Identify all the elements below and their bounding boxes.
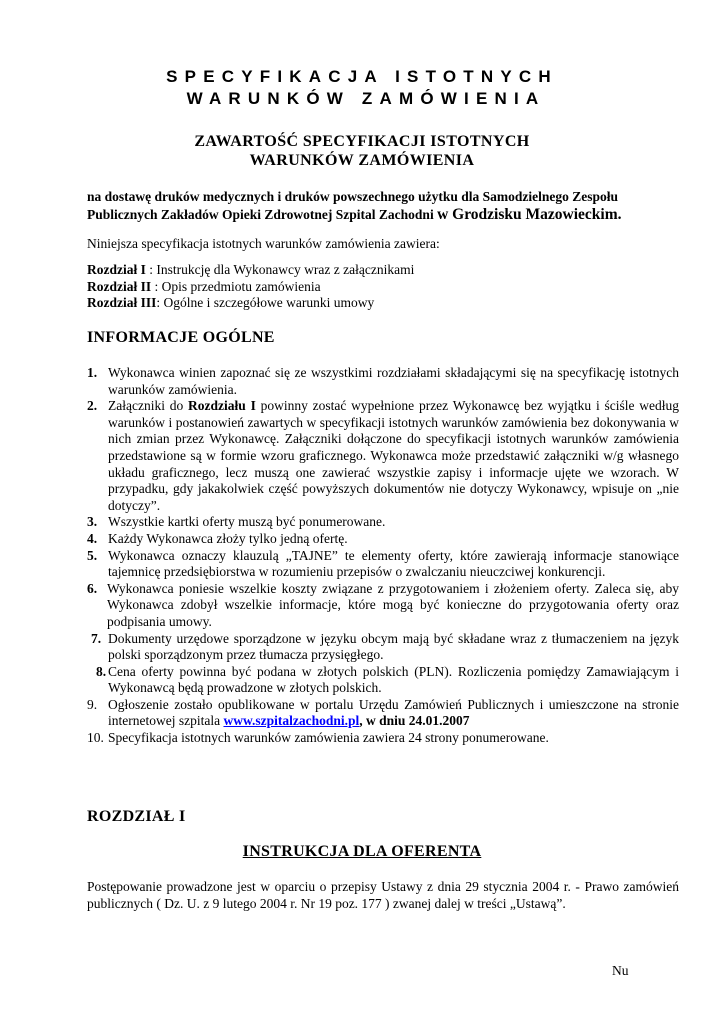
toc-item-label: Rozdział II [87, 278, 152, 294]
list-item-number: 10. [87, 730, 104, 746]
list-item-number: 7. [91, 630, 102, 646]
document-title-line-2: WARUNKÓW ZAMÓWIENIA [186, 89, 546, 108]
subject-line-2-text: Publicznych Zakładów Opieki Zdrowotnej Szpital Zachodni [87, 207, 438, 222]
list-item-text [87, 697, 679, 730]
list-item-text: Wykonawca oznaczy klauzulą „TAJNE” te elementy oferty, które zawierają informacje stanowiące tajemnicę przedsiębiorstwa w rozumieniu przepisów o zwalczaniu nieuczciwej konkurencji. [108, 547, 679, 580]
list-item [87, 631, 679, 664]
list-item-text: Wszystkie kartki oferty muszą być ponumerowane. [108, 514, 386, 530]
subject-location: w Grodzisku Mazowieckim. [437, 206, 622, 223]
general-info-heading: INFORMACJE OGÓLNE [87, 329, 275, 346]
list-item-text-bold: Rozdziału I [188, 398, 256, 414]
list-item [87, 697, 679, 730]
list-item [87, 581, 679, 631]
list-item [87, 548, 679, 581]
list-item-text: Dokumenty urzędowe sporządzone w języku obcym mają być składane wraz z tłumaczeniem na język polski sporządzonym przez tłumacza przysięgłego. [108, 630, 679, 663]
list-item-text: Specyfikacja istotnych warunków zamówienia zawiera 24 strony ponumerowane. [108, 730, 549, 746]
document-title-line-1: SPECYFIKACJA ISTOTNYCH [166, 67, 558, 86]
toc-item-text: Ogólne i szczegółowe warunki umowy [163, 295, 375, 310]
toc-item-separator: : [156, 295, 164, 310]
legal-basis-paragraph: Postępowanie prowadzone jest w oparciu o przepisy Ustawy z dnia 29 stycznia 2004 r. - Prawo zamówień publicznych ( Dz. U. z 9 lutego 2004 r. Nr 19 poz. 177 ) zwanej dalej w treści „Ustawą”. [87, 879, 679, 911]
toc-item-separator: : [151, 278, 162, 294]
contents-intro: Niniejsza specyfikacja istotnych warunków zamówienia zawiera: [87, 236, 440, 251]
document-subtitle-line-1: ZAWARTOŚĆ SPECYFIKACJI ISTOTNYCH [194, 133, 530, 150]
list-item-number: 8. [96, 663, 107, 679]
toc-item [87, 262, 414, 279]
list-item-number: 9. [87, 696, 98, 712]
chapter-heading: ROZDZIAŁ I [87, 808, 186, 825]
list-item [87, 531, 679, 548]
subject-of-order [87, 188, 687, 224]
list-item-number: 3. [87, 514, 98, 530]
subject-line-2 [87, 206, 687, 224]
list-item [87, 730, 679, 747]
list-item-text: Wykonawca winien zapoznać się ze wszystkimi rozdziałami składającymi się na specyfikację istotnych warunków zamówienia. [108, 365, 679, 397]
list-item-text [87, 398, 679, 514]
hospital-website-link[interactable]: www.szpitalzachodni.pl [223, 713, 360, 729]
toc-item [87, 295, 414, 312]
toc-item-label: Rozdział I [87, 262, 146, 277]
list-item-text: Cena oferty powinna być podana w złotych polskich (PLN). Rozliczenia pomiędzy Zamawiającym i Wykonawcą będą prowadzone w złotych polskich. [108, 663, 679, 696]
document-title [0, 66, 724, 110]
list-item-text-pre: Załączniki do [108, 398, 189, 414]
toc-item-label: Rozdział III [87, 295, 157, 310]
list-item-text-date: , w dniu 24.01.2007 [359, 713, 470, 729]
subject-line-1: na dostawę druków medycznych i druków powszechnego użytku dla Samodzielnego Zespołu [87, 189, 619, 204]
list-item-text: Wykonawca poniesie wszelkie koszty związane z przygotowaniem i złożeniem oferty. Zaleca się, aby Wykonawca zdobył wszelkie informacje, które mogą być konieczne do przygotowania oferty oraz podpisania umowy. [107, 580, 679, 629]
list-item [87, 664, 679, 697]
document-subtitle [0, 132, 724, 170]
general-info-list [87, 365, 679, 747]
list-item [87, 514, 679, 531]
chapter-subheading: INSTRUKCJA DLA OFERENTA [242, 843, 482, 860]
page-footer: Nu [612, 963, 629, 978]
toc-item-separator: : [145, 262, 157, 277]
list-item-text-pre: Ogłoszenie zostało opublikowane w portalu Urzędu Zamówień Publicznych i umieszczone na stronie internetowej szpitala [108, 696, 679, 729]
list-item-number: 5. [87, 547, 98, 563]
list-item-number: 2. [87, 398, 98, 414]
list-item-number: 6. [87, 580, 98, 596]
toc-item-text: Instrukcję dla Wykonawcy wraz z załącznikami [156, 262, 415, 277]
list-item [87, 365, 679, 398]
list-item-number: 4. [87, 530, 98, 546]
list-item [87, 398, 679, 514]
toc-item [87, 279, 414, 296]
document-subtitle-line-2: WARUNKÓW ZAMÓWIENIA [249, 152, 475, 169]
list-item-number: 1. [87, 365, 98, 380]
list-item-text: Każdy Wykonawca złoży tylko jedną ofertę. [108, 530, 348, 546]
list-item-text-rest: powinny zostać wypełnione przez Wykonawcę bez wyjątku i ściśle według warunków i postanowień zawartych w specyfikacji istotnych warunków zamówienia bez dokonywania w nich zmian przez Wykonawcę. Załączniki dołączone do specyfikacji istotnych warunków zamówienia przedstawione są w formie wzoru graficznego. Wykonawca może przedstawić załączniki w/g własnego układu graficznego, lecz muszą one zawierać wszystkie zapisy i informacje ujęte we wzorach. W przypadku, gdy jakakolwiek część powyższych dokumentów nie dotyczy Wykonawcy, wpisuje on „nie dotyczy”. [108, 398, 680, 513]
toc-item-text: Opis przedmiotu zamówienia [161, 278, 321, 294]
table-of-contents [87, 262, 414, 312]
